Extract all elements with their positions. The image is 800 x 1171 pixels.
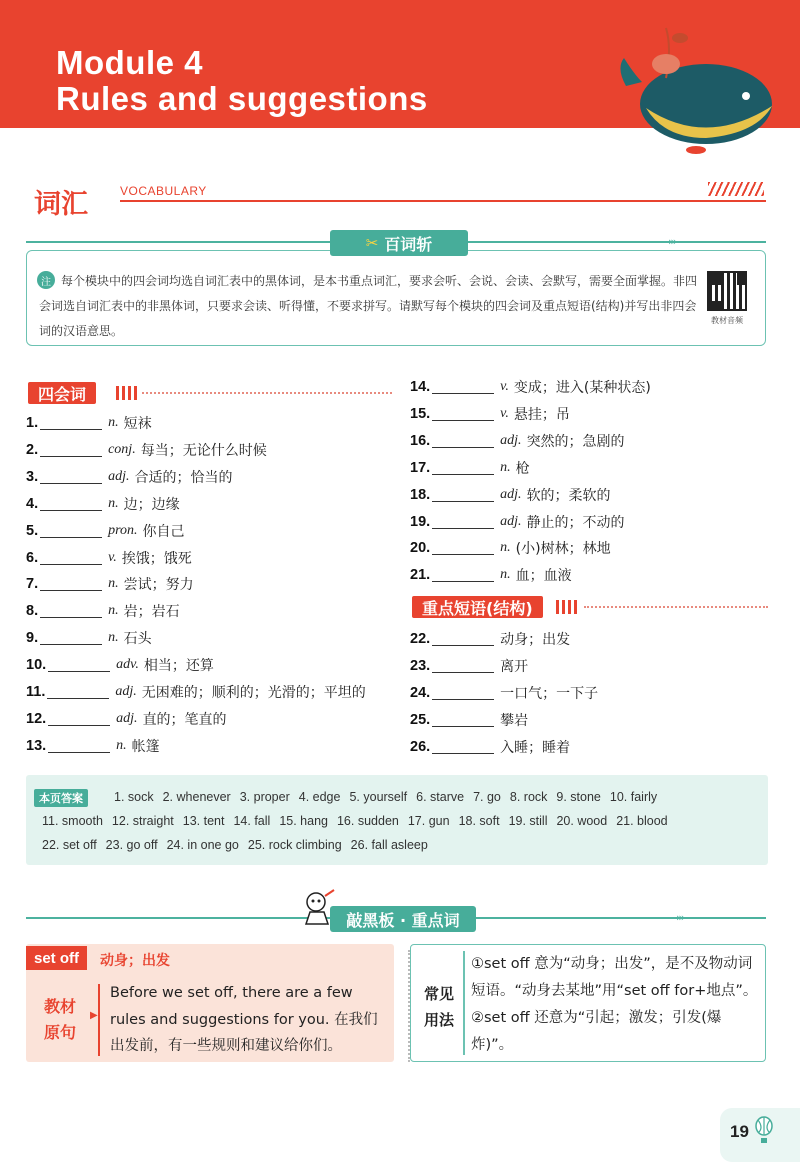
item-number: 22. bbox=[410, 631, 431, 647]
word-row bbox=[410, 628, 570, 650]
word-row bbox=[410, 655, 528, 677]
item-number: 26. bbox=[410, 738, 431, 755]
answer-item: 9. stone bbox=[556, 790, 601, 804]
answers-line-1 bbox=[114, 790, 666, 804]
answer-blank[interactable] bbox=[40, 577, 102, 591]
part-of-speech: n. bbox=[500, 540, 511, 556]
meaning: (小)树林；林地 bbox=[515, 541, 611, 558]
meaning: 尝试；努力 bbox=[123, 577, 194, 594]
item-number: 2. bbox=[26, 441, 39, 458]
answer-blank[interactable] bbox=[432, 488, 494, 502]
answer-blank[interactable] bbox=[432, 434, 494, 448]
word-row bbox=[410, 682, 598, 704]
item-number: 9. bbox=[26, 630, 39, 647]
item-number: 10. bbox=[26, 657, 47, 674]
four-words-tag bbox=[28, 382, 96, 404]
answers-box bbox=[26, 775, 768, 865]
answers-tag: 本页答案 bbox=[34, 789, 88, 807]
arrow-right-icon: ▶ bbox=[90, 1010, 98, 1021]
part-of-speech: adj. bbox=[115, 684, 137, 699]
phrases-tag bbox=[412, 596, 543, 618]
answer-item: 18. soft bbox=[458, 814, 500, 828]
vocabulary-heading bbox=[26, 178, 766, 218]
answer-blank[interactable] bbox=[432, 740, 494, 754]
answer-item: 14. fall bbox=[233, 814, 271, 828]
meaning: 攀岩 bbox=[500, 712, 529, 729]
meaning: 挨饿；饿死 bbox=[121, 550, 192, 567]
part-of-speech: n. bbox=[500, 567, 511, 583]
item-number: 5. bbox=[26, 522, 39, 539]
part-of-speech: pron. bbox=[108, 522, 138, 538]
word-row bbox=[26, 547, 192, 569]
dotted-rule bbox=[584, 606, 768, 608]
vocabulary-heading-cn: 词汇 bbox=[34, 189, 88, 220]
usage-point-2: ②set off 还意为“引起；激发；引发(爆炸)”。 bbox=[471, 1010, 722, 1053]
four-words-title: 四会词 bbox=[38, 384, 87, 404]
item-number: 1. bbox=[26, 415, 39, 431]
part-of-speech: n. bbox=[500, 459, 511, 475]
part-of-speech: adj. bbox=[108, 468, 130, 484]
answer-blank[interactable] bbox=[40, 524, 102, 538]
divider bbox=[98, 984, 100, 1056]
answer-blank[interactable] bbox=[432, 632, 494, 646]
set-off-meaning: 动身；出发 bbox=[100, 953, 170, 969]
meaning: 无困难的；顺利的；光滑的；平坦的 bbox=[141, 685, 366, 701]
part-of-speech: n. bbox=[108, 603, 119, 619]
item-number: 12. bbox=[26, 710, 47, 727]
part-of-speech: n. bbox=[108, 415, 119, 430]
word-row bbox=[410, 564, 572, 586]
item-number: 4. bbox=[26, 495, 39, 512]
balloon-icon bbox=[754, 1116, 774, 1144]
item-number: 24. bbox=[410, 684, 431, 701]
original-sentence-label: 教材原句 bbox=[43, 997, 76, 1042]
phrases-title: 重点短语(结构) bbox=[422, 598, 533, 618]
word-row bbox=[26, 493, 180, 515]
answer-blank[interactable] bbox=[432, 713, 494, 727]
meaning: 血；血液 bbox=[515, 568, 572, 585]
page-number: 19 bbox=[730, 1122, 749, 1141]
part-of-speech: adj. bbox=[500, 486, 522, 502]
set-off-tag: set off bbox=[26, 946, 87, 970]
answer-item: 16. sudden bbox=[336, 814, 399, 828]
item-number: 20. bbox=[410, 540, 431, 557]
decorative-stripes bbox=[556, 600, 578, 614]
set-off-source-card bbox=[26, 944, 394, 1062]
meaning: 动身；出发 bbox=[500, 632, 571, 648]
answer-item: 19. still bbox=[508, 814, 548, 828]
item-number: 8. bbox=[26, 603, 39, 620]
meaning: 软的；柔软的 bbox=[526, 487, 611, 504]
meaning: 每当；无论什么时候 bbox=[140, 442, 267, 459]
word-row bbox=[26, 627, 152, 649]
note-box bbox=[26, 250, 766, 346]
answer-blank[interactable] bbox=[48, 712, 110, 726]
part-of-speech: v. bbox=[108, 549, 117, 565]
answer-blank[interactable] bbox=[40, 604, 102, 618]
word-row bbox=[410, 511, 625, 533]
word-row bbox=[26, 573, 194, 595]
meaning: 岩；岩石 bbox=[123, 604, 180, 621]
usage-text bbox=[471, 951, 763, 1059]
answer-item: 4. edge bbox=[298, 790, 341, 804]
part-of-speech: adj. bbox=[500, 513, 522, 529]
decorative-stripes bbox=[116, 386, 138, 400]
part-of-speech: n. bbox=[108, 576, 119, 592]
divider bbox=[463, 951, 465, 1055]
answer-item: 17. gun bbox=[407, 814, 450, 828]
meaning: 入睡；睡着 bbox=[500, 739, 571, 756]
answer-blank[interactable] bbox=[432, 568, 494, 582]
word-row bbox=[410, 484, 611, 506]
answer-blank[interactable] bbox=[432, 380, 494, 394]
item-number: 16. bbox=[410, 432, 431, 449]
word-row bbox=[26, 466, 232, 488]
meaning: 合适的；恰当的 bbox=[134, 469, 233, 486]
part-of-speech: conj. bbox=[108, 441, 136, 457]
part-of-speech: n. bbox=[108, 630, 119, 646]
answer-blank[interactable] bbox=[48, 658, 110, 672]
answer-item: 6. starve bbox=[416, 790, 465, 804]
word-row bbox=[410, 537, 611, 559]
item-number: 25. bbox=[410, 711, 431, 728]
answer-blank[interactable] bbox=[432, 407, 494, 421]
part-of-speech: adj. bbox=[116, 710, 138, 726]
meaning: 边；边缘 bbox=[123, 496, 180, 513]
answer-blank[interactable] bbox=[40, 551, 102, 565]
item-number: 19. bbox=[410, 513, 431, 530]
word-row bbox=[26, 735, 160, 757]
module-title: Module 4 bbox=[56, 44, 204, 81]
word-row bbox=[410, 709, 528, 731]
answer-item: 7. go bbox=[473, 790, 501, 804]
meaning: 悬挂；吊 bbox=[513, 406, 570, 423]
meaning: 石头 bbox=[123, 631, 152, 648]
part-of-speech: adj. bbox=[500, 432, 522, 448]
usage-label: 常见用法 bbox=[423, 985, 454, 1029]
answer-blank[interactable] bbox=[432, 686, 494, 700]
note-text: 每个模块中的四会词均选自词汇表中的黑体词，是本书重点词汇，要求会听、会说、会读、会默写，需要全面掌握。非四会词选自词汇表中的非黑体词，只要求会读、听得懂，不要求拼写。请默写每个模块的四会词及重点短语(结构)并写出非四会词的汉语意思。 bbox=[39, 274, 698, 338]
item-number: 6. bbox=[26, 549, 39, 566]
item-number: 15. bbox=[410, 405, 431, 422]
answer-item: 15. hang bbox=[279, 814, 328, 828]
sword-icon: ✂ bbox=[365, 234, 379, 252]
part-of-speech: v. bbox=[500, 405, 509, 421]
word-row bbox=[410, 736, 570, 758]
word-row bbox=[26, 412, 152, 434]
answer-item: 20. wood bbox=[556, 814, 608, 828]
item-number: 7. bbox=[26, 576, 39, 593]
qr-caption: 教材音频 bbox=[711, 316, 743, 325]
baicizhan-tag bbox=[330, 230, 468, 256]
item-number: 17. bbox=[410, 459, 431, 476]
answer-item: 25. rock climbing bbox=[247, 838, 342, 852]
meaning: 突然的；急剧的 bbox=[526, 433, 625, 450]
heiban-tag: 敲黑板 · 重点词 bbox=[330, 906, 476, 932]
chevrons-icon: ››› bbox=[668, 235, 676, 248]
whale-illustration bbox=[606, 8, 776, 158]
item-number: 13. bbox=[26, 737, 47, 754]
meaning: 直的；笔直的 bbox=[142, 711, 227, 728]
answer-blank[interactable] bbox=[40, 443, 102, 457]
item-number: 14. bbox=[410, 379, 431, 395]
answer-blank[interactable] bbox=[40, 470, 102, 484]
meaning: 静止的；不动的 bbox=[526, 514, 625, 531]
word-row bbox=[26, 681, 366, 703]
meaning: 你自己 bbox=[142, 523, 185, 540]
answer-item: 26. fall asleep bbox=[350, 838, 428, 852]
answer-item: 1. sock bbox=[114, 790, 154, 804]
meaning: 帐篷 bbox=[131, 738, 160, 755]
answer-blank[interactable] bbox=[432, 659, 494, 673]
item-number: 23. bbox=[410, 657, 431, 674]
item-number: 21. bbox=[410, 567, 431, 584]
baicizhan-label: 百词斩 bbox=[384, 234, 433, 254]
decorative-stripes bbox=[708, 182, 764, 196]
meaning: 短袜 bbox=[123, 416, 152, 432]
word-row bbox=[26, 600, 180, 622]
part-of-speech: adv. bbox=[116, 657, 139, 673]
qr-code-icon[interactable] bbox=[707, 271, 747, 311]
chevrons-icon: ››› bbox=[676, 911, 684, 924]
word-row bbox=[410, 430, 625, 452]
item-number: 18. bbox=[410, 486, 431, 503]
meaning: 一口气；一下子 bbox=[500, 685, 599, 702]
answer-blank[interactable] bbox=[432, 461, 494, 475]
item-number: 11. bbox=[26, 684, 46, 700]
answer-blank[interactable] bbox=[47, 685, 109, 699]
module-subtitle: Rules and suggestions bbox=[56, 80, 428, 117]
part-of-speech: v. bbox=[500, 379, 509, 394]
answer-blank[interactable] bbox=[40, 416, 102, 430]
answer-item: 13. tent bbox=[182, 814, 225, 828]
answers-line-2 bbox=[42, 814, 677, 828]
answer-blank[interactable] bbox=[48, 739, 110, 753]
usage-point-1: ①set off 意为“动身；出发”，是不及物动词短语。“动身去某地”用“set off for+地点”。 bbox=[471, 956, 758, 999]
meaning: 枪 bbox=[515, 460, 530, 477]
set-off-usage-card bbox=[410, 944, 766, 1062]
meaning: 变成；进入(某种状态) bbox=[513, 380, 651, 396]
word-row bbox=[26, 654, 214, 676]
word-row bbox=[410, 403, 570, 425]
original-sentence: Before we set off, there are a few rules and suggestions for you. 在我们出发前，有一些规则和建议给你们。 bbox=[110, 985, 378, 1054]
vocabulary-rule bbox=[120, 200, 766, 202]
answer-item: 2. whenever bbox=[162, 790, 231, 804]
answer-item: 22. set off bbox=[42, 838, 97, 852]
answer-item: 5. yourself bbox=[349, 790, 408, 804]
word-row bbox=[26, 439, 267, 461]
answer-item: 12. straight bbox=[111, 814, 174, 828]
answer-item: 24. in one go bbox=[166, 838, 239, 852]
dotted-rule bbox=[142, 392, 392, 394]
answer-item: 23. go off bbox=[105, 838, 158, 852]
answer-item: 11. smooth bbox=[42, 814, 103, 828]
answer-blank[interactable] bbox=[40, 631, 102, 645]
part-of-speech: n. bbox=[116, 737, 127, 753]
meaning: 离开 bbox=[500, 658, 529, 675]
answer-item: 8. rock bbox=[509, 790, 548, 804]
answer-blank[interactable] bbox=[432, 515, 494, 529]
answers-line-3 bbox=[42, 838, 437, 852]
answer-item: 3. proper bbox=[239, 790, 290, 804]
word-row bbox=[26, 520, 185, 542]
answer-item: 10. fairly bbox=[609, 790, 658, 804]
vocabulary-heading-en: VOCABULARY bbox=[120, 184, 207, 198]
meaning: 相当；还算 bbox=[143, 658, 214, 675]
word-row bbox=[410, 457, 530, 479]
answer-blank[interactable] bbox=[432, 541, 494, 555]
word-row bbox=[410, 376, 651, 398]
answer-blank[interactable] bbox=[40, 497, 102, 511]
note-icon: 注 bbox=[37, 271, 55, 289]
answer-item: 21. blood bbox=[616, 814, 668, 828]
item-number: 3. bbox=[26, 468, 39, 485]
word-row bbox=[26, 708, 227, 730]
part-of-speech: n. bbox=[108, 495, 119, 511]
